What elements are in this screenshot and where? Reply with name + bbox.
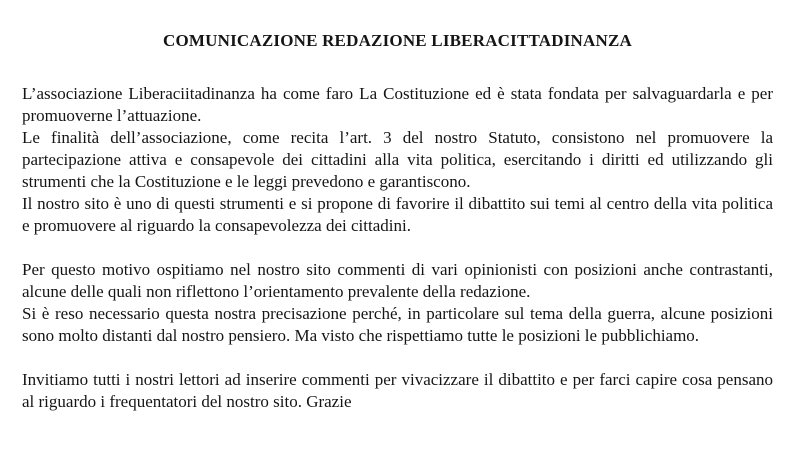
document-title: COMUNICAZIONE REDAZIONE LIBERACITTADINANZA <box>162 31 633 50</box>
paragraph: Si è reso necessario questa nostra precisazione perché, in particolare sul tema della guerra, alcune posizioni sono molto distanti dal nostro pensiero. Ma visto che rispettiamo tutte le posizioni le pubblichiamo. <box>22 304 773 345</box>
paragraph-block-precisazione <box>22 259 773 347</box>
paragraph-block-intro <box>22 83 773 237</box>
paragraph: L’associazione Liberaciitadinanza ha come faro La Costituzione ed è stata fondata per salvaguardarla e per promuoverne l’attuazione. <box>22 84 773 125</box>
paragraph: Le finalità dell’associazione, come recita l’art. 3 del nostro Statuto, consistono nel promuovere la partecipazione attiva e consapevole dei cittadini alla vita politica, esercitando i diritti ed utilizzando gli strumenti che la Costituzione e le leggi prevedono e garantiscono. <box>22 128 773 191</box>
paragraph: Il nostro sito è uno di questi strumenti e si propone di favorire il dibattito sui temi al centro della vita politica e promuovere al riguardo la consapevolezza dei cittadini. <box>22 194 773 235</box>
paragraph-block-invito <box>22 369 773 413</box>
paragraph: Per questo motivo ospitiamo nel nostro sito commenti di vari opinionisti con posizioni anche contrastanti, alcune delle quali non riflettono l’orientamento prevalente della redazione. <box>22 260 773 301</box>
paragraph: Invitiamo tutti i nostri lettori ad inserire commenti per vivacizzare il dibattito e per farci capire cosa pensano al riguardo i frequentatori del nostro sito. Grazie <box>22 370 773 411</box>
